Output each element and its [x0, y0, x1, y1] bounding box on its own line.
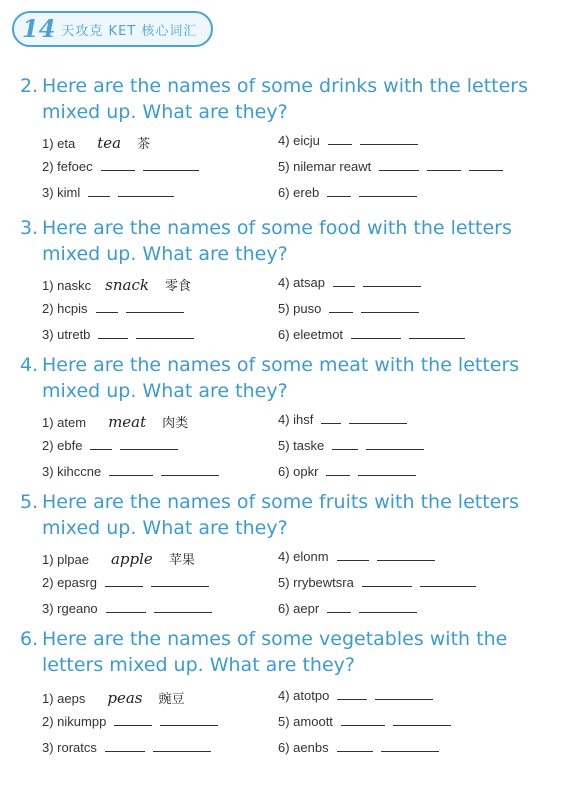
answer-blank[interactable] [88, 186, 110, 197]
sample-answer: tea [97, 134, 122, 152]
answer-blank[interactable] [332, 439, 358, 450]
section-title-line2: mixed up. What are they? [42, 243, 288, 265]
section-number: 3. [20, 217, 39, 239]
section-title-line2: mixed up. What are they? [42, 380, 288, 402]
exercise-item [278, 575, 476, 590]
sample-answer: snack [105, 276, 149, 294]
section-meat [20, 352, 560, 488]
exercise-list [20, 131, 560, 209]
exercise-item [42, 714, 218, 729]
exercise-item [278, 133, 418, 148]
item-label: 5) taske [278, 438, 325, 453]
header-badge [12, 11, 213, 47]
answer-blank[interactable] [381, 741, 439, 752]
exercise-item [42, 575, 209, 590]
section-title [20, 215, 560, 267]
answer-blank[interactable] [329, 302, 353, 313]
answer-blank[interactable] [136, 328, 194, 339]
section-title-line1: Here are the names of some food with the letters [42, 217, 512, 239]
item-label: 5) nilemar reawt [278, 159, 372, 174]
exercise-item [42, 549, 195, 568]
section-title [20, 626, 560, 678]
answer-blank[interactable] [360, 134, 418, 145]
exercise-item [42, 301, 184, 316]
item-label: 5) rrybewtsra [278, 575, 354, 590]
exercise-item [42, 185, 174, 200]
item-label: 3) roratcs [42, 740, 97, 755]
answer-blank[interactable] [101, 160, 135, 171]
sample-answer: meat [108, 413, 147, 431]
item-label: 6) ereb [278, 185, 320, 200]
answer-blank[interactable] [90, 439, 112, 450]
answer-blank[interactable] [114, 715, 152, 726]
answer-blank[interactable] [337, 689, 367, 700]
exercise-item [278, 714, 451, 729]
answer-blank[interactable] [321, 413, 341, 424]
section-title-line2: letters mixed up. What are they? [42, 654, 355, 676]
answer-blank[interactable] [359, 186, 417, 197]
answer-blank[interactable] [105, 576, 143, 587]
answer-blank[interactable] [126, 302, 184, 313]
item-label: 6) opkr [278, 464, 319, 479]
exercise-item [278, 438, 424, 453]
header-title: 天攻克 KET 核心词汇 [61, 23, 198, 39]
answer-blank[interactable] [363, 276, 421, 287]
answer-blank[interactable] [362, 576, 412, 587]
answer-blank[interactable] [109, 465, 153, 476]
item-label: 2) hcpis [42, 301, 88, 316]
header-number: 14 [22, 14, 56, 43]
item-label: 3) utretb [42, 327, 91, 342]
answer-blank[interactable] [349, 413, 407, 424]
exercise-item [278, 688, 433, 703]
item-label: 4) atotpo [278, 688, 330, 703]
exercise-item [42, 412, 188, 431]
answer-blank[interactable] [351, 328, 401, 339]
section-vegetables [20, 626, 560, 762]
exercise-item [42, 740, 211, 755]
exercise-item [42, 688, 185, 707]
item-label: 1) aeps [42, 691, 86, 706]
answer-blank[interactable] [154, 602, 212, 613]
answer-blank[interactable] [151, 576, 209, 587]
answer-blank[interactable] [469, 160, 503, 171]
answer-blank[interactable] [120, 439, 178, 450]
exercise-item [278, 327, 465, 342]
exercise-item [42, 159, 199, 174]
exercise-item [42, 133, 150, 152]
exercise-list [20, 684, 560, 762]
item-label: 6) aenbs [278, 740, 329, 755]
answer-blank[interactable] [358, 465, 416, 476]
answer-blank[interactable] [105, 741, 145, 752]
answer-blank[interactable] [98, 328, 128, 339]
chinese-translation: 豌豆 [158, 691, 185, 706]
sample-answer: apple [110, 550, 153, 568]
answer-blank[interactable] [106, 602, 146, 613]
section-fruits [20, 489, 560, 625]
item-label: 1) atem [42, 415, 87, 430]
item-label: 5) puso [278, 301, 322, 316]
section-title-line2: mixed up. What are they? [42, 101, 288, 123]
section-title-line1: Here are the names of some drinks with the letters [42, 75, 528, 97]
answer-blank[interactable] [328, 134, 352, 145]
answer-blank[interactable] [326, 465, 350, 476]
exercise-item [42, 275, 191, 294]
answer-blank[interactable] [427, 160, 461, 171]
exercise-list [20, 547, 560, 625]
answer-blank[interactable] [341, 715, 385, 726]
item-label: 2) nikumpp [42, 714, 107, 729]
item-label: 1) eta [42, 136, 76, 151]
section-title [20, 73, 560, 125]
answer-blank[interactable] [337, 741, 373, 752]
section-drinks [20, 73, 560, 209]
item-label: 2) ebfe [42, 438, 83, 453]
item-label: 3) kiml [42, 185, 81, 200]
exercise-item [278, 301, 419, 316]
item-label: 1) naskc [42, 278, 92, 293]
item-label: 4) ihsf [278, 412, 314, 427]
item-label: 2) epasrg [42, 575, 97, 590]
section-number: 2. [20, 75, 39, 97]
item-label: 5) amoott [278, 714, 333, 729]
item-label: 4) eicju [278, 133, 320, 148]
section-number: 5. [20, 491, 39, 513]
answer-blank[interactable] [420, 576, 476, 587]
item-label: 4) atsap [278, 275, 325, 290]
section-title [20, 489, 560, 541]
answer-blank[interactable] [160, 715, 218, 726]
answer-blank[interactable] [118, 186, 174, 197]
item-label: 2) fefoec [42, 159, 93, 174]
answer-blank[interactable] [377, 550, 435, 561]
answer-blank[interactable] [327, 602, 351, 613]
section-title [20, 352, 560, 404]
chinese-translation: 苹果 [168, 552, 195, 567]
exercise-item [278, 601, 417, 616]
chinese-translation: 肉类 [162, 415, 189, 430]
item-label: 6) eleetmot [278, 327, 344, 342]
exercise-item [278, 159, 503, 174]
answer-blank[interactable] [393, 715, 451, 726]
section-title-line1: Here are the names of some fruits with the letters [42, 491, 520, 513]
exercise-item [42, 601, 212, 616]
exercise-item [278, 464, 416, 479]
exercise-item [278, 275, 421, 290]
section-food [20, 215, 560, 351]
answer-blank[interactable] [143, 160, 199, 171]
item-label: 6) aepr [278, 601, 320, 616]
answer-blank[interactable] [366, 439, 424, 450]
item-label: 3) rgeano [42, 601, 98, 616]
answer-blank[interactable] [375, 689, 433, 700]
answer-blank[interactable] [361, 302, 419, 313]
chinese-translation: 茶 [137, 136, 151, 151]
answer-blank[interactable] [161, 465, 219, 476]
exercise-item [278, 740, 439, 755]
section-title-line2: mixed up. What are they? [42, 517, 288, 539]
exercise-item [42, 438, 178, 453]
section-number: 4. [20, 354, 39, 376]
answer-blank[interactable] [409, 328, 465, 339]
exercise-item [42, 327, 194, 342]
sample-answer: peas [107, 689, 143, 707]
page-header [12, 12, 227, 46]
section-title-line1: Here are the names of some vegetables with the [42, 628, 508, 650]
section-number: 6. [20, 628, 39, 650]
exercise-list [20, 410, 560, 488]
exercise-item [278, 185, 417, 200]
answer-blank[interactable] [337, 550, 369, 561]
exercise-item [42, 464, 219, 479]
answer-blank[interactable] [333, 276, 355, 287]
answer-blank[interactable] [327, 186, 351, 197]
chinese-translation: 零食 [164, 278, 191, 293]
exercise-list [20, 273, 560, 351]
answer-blank[interactable] [153, 741, 211, 752]
item-label: 1) plpae [42, 552, 89, 567]
section-title-line1: Here are the names of some meat with the letters [42, 354, 520, 376]
answer-blank[interactable] [96, 302, 118, 313]
item-label: 4) elonm [278, 549, 329, 564]
item-label: 3) kihccne [42, 464, 102, 479]
exercise-item [278, 549, 435, 564]
exercise-item [278, 412, 407, 427]
answer-blank[interactable] [359, 602, 417, 613]
answer-blank[interactable] [379, 160, 419, 171]
